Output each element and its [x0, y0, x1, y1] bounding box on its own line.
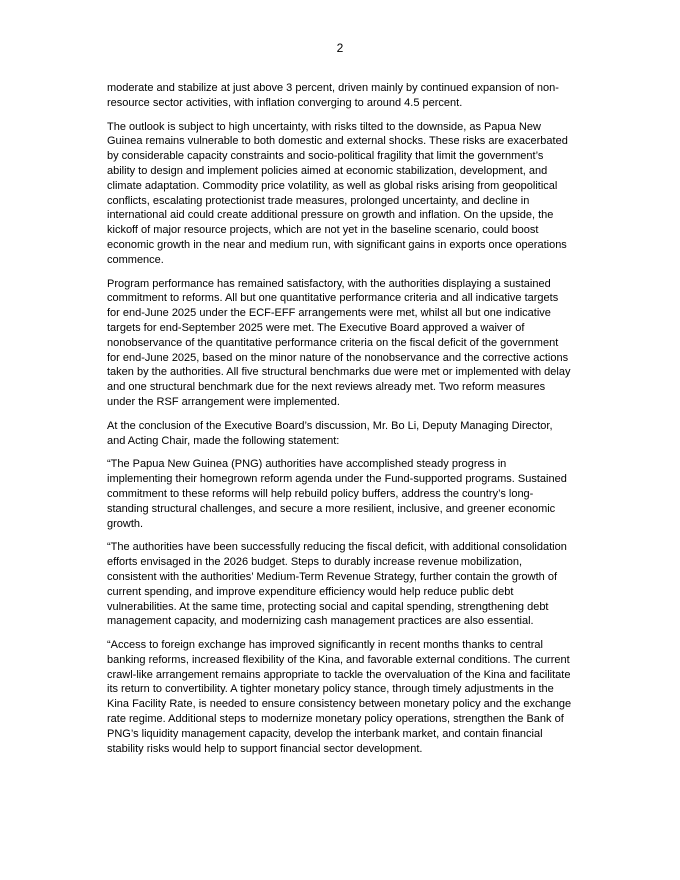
paragraph-statement-foreign-exchange: “Access to foreign exchange has improved significantly in recent months thanks to central banking reforms, increased flexibility of the Kina, and favorable external conditions. The current crawl-like arrangement remains appropriate to tackle the overvaluation of the Kina and facilitate its return to convertibility. A tighter monetary policy stance, through timely adjustments in the Kina Facility Rate, is needed to ensure consistency between monetary policy and the exchange rate regime. Additional steps to modernize monetary policy operations, strengthen the Bank of PNG’s liquidity management capacity, develop the interbank market, and contain financial stability risks would help to support financial sector development.	[107, 639, 572, 755]
paragraph-board-conclusion: At the conclusion of the Executive Board’s discussion, Mr. Bo Li, Deputy Managing Director, and Acting Chair, made the following statement:	[107, 419, 553, 447]
paragraph-statement-fiscal: “The authorities have been successfully reducing the fiscal deficit, with additional consolidation efforts envisaged in the 2026 budget. Steps to durably increase revenue mobilization, consistent with the authorities’ Medium-Term Revenue Strategy, further contain the growth of current spending, and improve expenditure efficiency would help reduce public debt vulnerabilities. At the same time, protecting social and capital spending, strengthening debt management capacity, and modernizing cash management practices are also essential.	[107, 541, 567, 628]
paragraph-statement-reforms: “The Papua New Guinea (PNG) authorities have accomplished steady progress in implementing their homegrown reform agenda under the Fund-supported programs. Sustained commitment to these reforms will help rebuild policy buffers, address the country’s long-standing structural challenges, and secure a more resilient, inclusive, and greener economic growth.	[107, 458, 567, 530]
paragraph-growth-outlook: moderate and stabilize at just above 3 percent, driven mainly by continued expansion of non-resource sector activities, with inflation converging to around 4.5 percent.	[107, 82, 559, 109]
page-number: 2	[336, 41, 344, 55]
document-body	[107, 81, 573, 765]
paragraph-risks: The outlook is subject to high uncertainty, with risks tilted to the downside, as Papua New Guinea remains vulnerable to both domestic and external shocks. These risks are exacerbated by considerable capacity constraints and socio-political fragility that limit the government’s ability to design and implement policies aimed at economic stabilization, development, and climate adaptation. Commodity price volatility, as well as global risks arising from geopolitical conflicts, escalating protectionist trade measures, prolonged uncertainty, and decline in international aid could create additional pressure on growth and inflation. On the upside, the kickoff of major resource projects, which are not yet in the baseline scenario, could boost economic growth in the near and medium run, with significant gains in exports once operations commence.	[107, 120, 568, 266]
paragraph-program-performance: Program performance has remained satisfactory, with the authorities displaying a sustained commitment to reforms. All but one quantitative performance criteria and all indicative targets for end-June 2025 under the ECF-EFF arrangements were met, whilst all but one indicative targets for end-September 2025 were met. The Executive Board approved a waiver of nonobservance of the quantitative performance criteria on the fiscal deficit of the government for end-June 2025, based on the minor nature of the nonobservance and the corrective actions taken by the authorities. All five structural benchmarks due were met or implemented with delay and one structural benchmark due for the next reviews already met. Two reform measures under the RSF arrangement were implemented.	[107, 277, 571, 408]
